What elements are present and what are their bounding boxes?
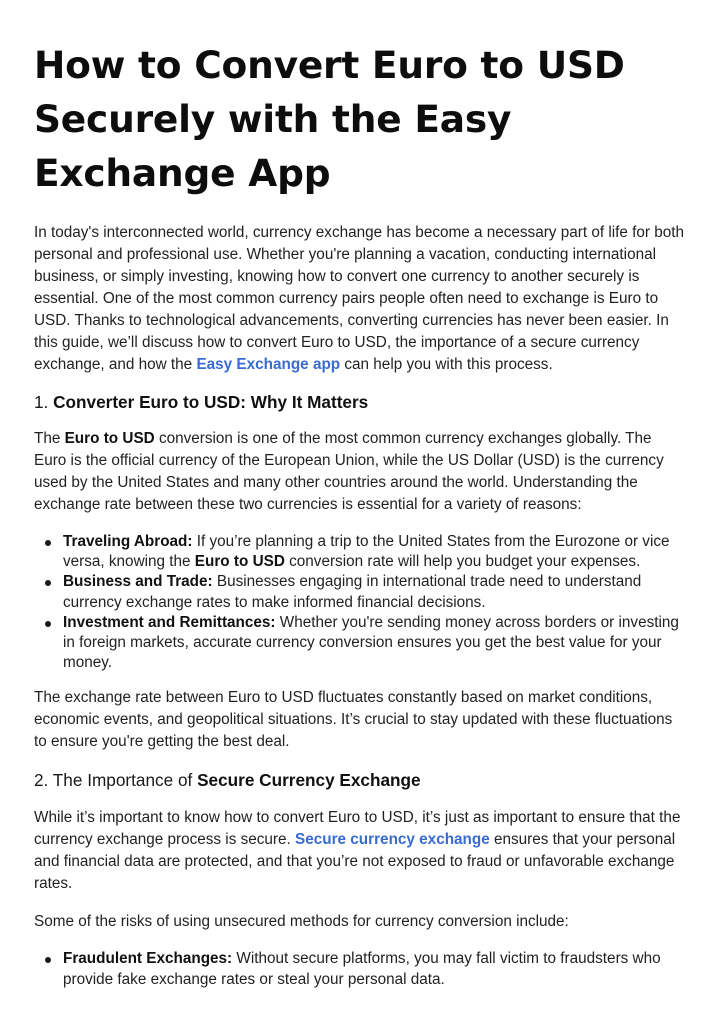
easy-exchange-app-link[interactable]: Easy Exchange app [196,356,341,373]
list-item-term: Investment and Remittances: [63,613,276,631]
reasons-list [34,532,686,673]
list-item-term: Traveling Abroad: [63,533,193,550]
text-span: Businesses engaging in international trade need to understand currency exchange rates to make informed financial decisions. [63,573,642,611]
intro-text: In today's interconnected world, currency exchange has become a necessary part of life for both personal and professional use. Whether you're planning a vacation, conducting international business, or simply investing, knowing how to convert one currency to another securely is essential. One of the most common currency pairs people often need to exchange is Euro to USD. Thanks to technological advancements, converting currencies has never been easier. In this guide, we’ll discuss how to convert Euro to USD, the importance of a secure currency exchange, and how the [34,224,684,373]
section-1-number: 1. [34,392,54,412]
text-span: The [34,430,65,447]
list-item-term: Fraudulent Exchanges: [63,950,233,968]
intro-text-end: can help you with this process. [340,356,553,373]
text-span: conversion rate will help you budget your expenses. [284,553,641,571]
section-2-risks-intro: Some of the risks of using unsecured methods for currency conversion include: [34,913,569,931]
secure-currency-exchange-link[interactable]: Secure currency exchange [295,831,490,849]
euro-to-usd-bold: Euro to USD [64,430,155,447]
text-span: ensures that your personal and financial data are protected, and that you’re not exposed to fraud or unfavorable exchange rates. [34,831,676,893]
text-span: If you’re planning a trip to the United States from the Eurozone or vice versa, knowing the [63,533,670,571]
list-item-business-trade [34,572,686,612]
list-item-investment-remittances [34,613,686,674]
text-span: conversion is one of the most common currency exchanges globally. The Euro is the official currency of the European Union, while the US Dollar (USD) is the currency used by the United States and many other countries around the world. Understanding the exchange rate between these two currencies is essential for a variety of reasons: [34,430,664,513]
section-2-heading [34,768,686,792]
intro-paragraph [34,222,686,376]
text-span: While it’s important to know how to convert Euro to USD, it’s just as important to ensure that the currency exchange process is secure. [34,809,681,849]
euro-to-usd-bold: Euro to USD [194,553,285,571]
risks-list [34,949,686,989]
section-1-closing-paragraph: The exchange rate between Euro to USD fluctuates constantly based on market conditions, economic events, and geopolitical situations. It’s crucial to stay updated with these fluctuations to ensure you're getting the best deal. [34,689,673,751]
section-2-paragraph [34,807,686,895]
section-2-prefix: 2. The Importance of [34,770,198,791]
list-item-term: Business and Trade: [63,573,213,591]
text-span: Whether you're sending money across borders or investing in foreign markets, accurate currency conversion ensures you get the best value for your money. [63,613,679,672]
section-1-title: Converter Euro to USD: Why It Matters [53,392,369,412]
page-title: How to Convert Euro to USD Securely with the Easy Exchange App [34,43,625,195]
list-item-traveling-abroad [34,532,686,572]
text-span: Without secure platforms, you may fall victim to fraudsters who provide fake exchange rates or steal your personal data. [63,950,661,988]
section-2-title: Secure Currency Exchange [197,770,421,791]
list-item-fraudulent-exchanges [34,949,686,989]
section-1-heading [34,390,686,414]
section-1-paragraph [34,428,686,516]
